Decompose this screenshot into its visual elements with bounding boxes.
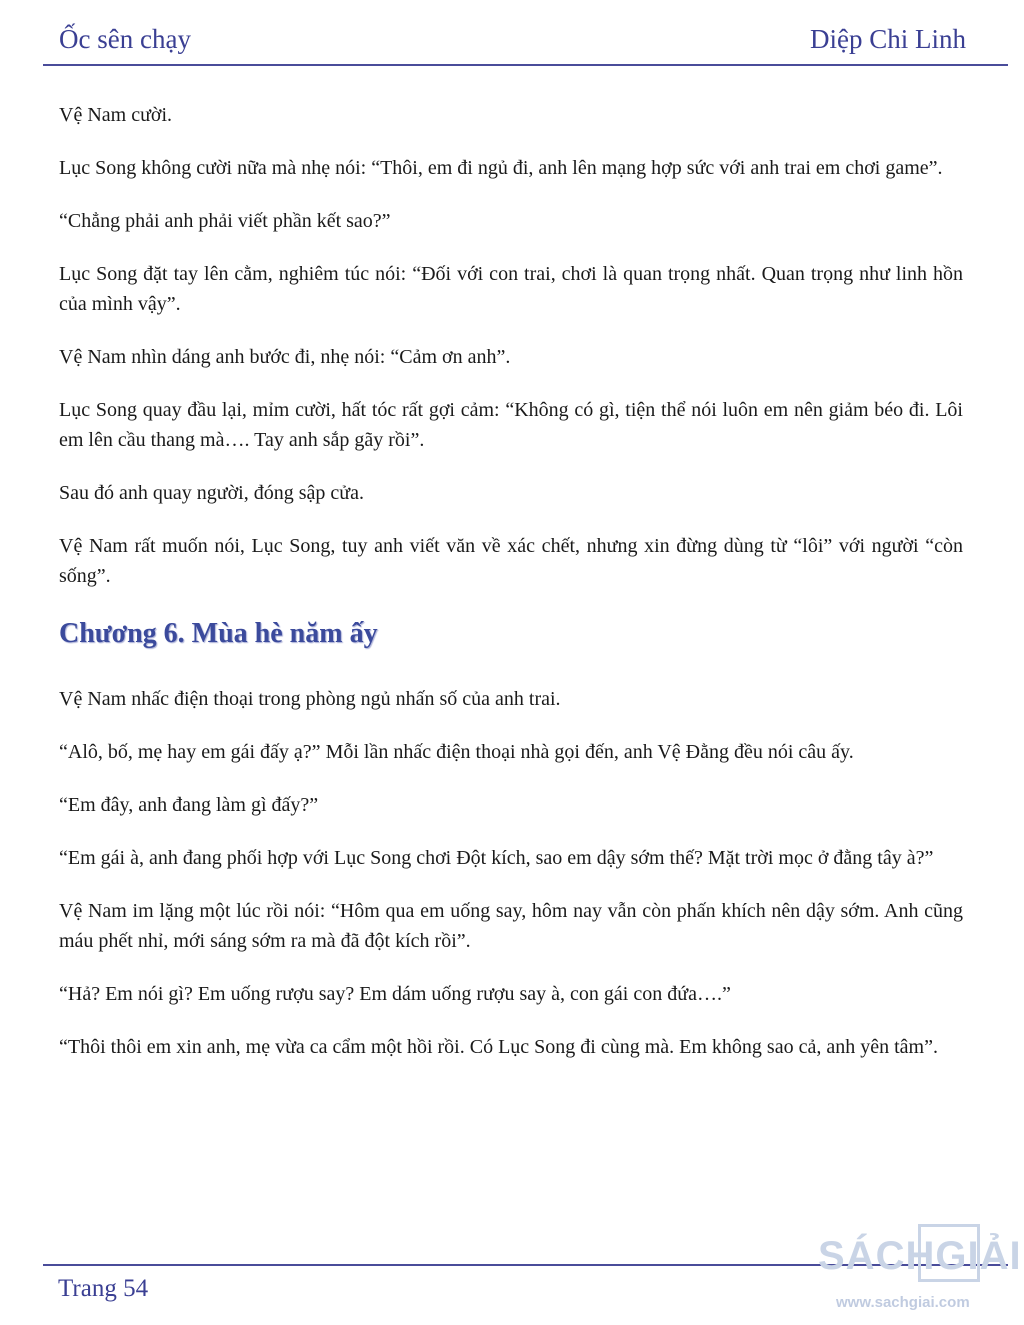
paragraph: “Thôi thôi em xin anh, mẹ vừa ca cẩm một hồi rồi. Có Lục Song đi cùng mà. Em không sao cả, anh yên tâm”. [59,1036,938,1058]
page-header [0,0,1024,70]
page-body [59,100,963,1085]
header-divider [43,64,1008,66]
watermark-logo [818,1222,1024,1322]
paragraph: Vệ Nam rất muốn nói, Lục Song, tuy anh viết văn về xác chết, nhưng xin đừng dùng từ “lôi” với người “còn sống”. [59,535,963,587]
page-number: Trang 54 [58,1275,149,1302]
paragraph: Vệ Nam nhấc điện thoại trong phòng ngủ nhấn số của anh trai. [59,688,561,710]
watermark-url: www.sachgiai.com [836,1294,970,1311]
chapter-heading: Chương 6. Mùa hè năm ấy [59,618,378,649]
paragraph: Sau đó anh quay người, đóng sập cửa. [59,482,364,504]
paragraph: Vệ Nam im lặng một lúc rồi nói: “Hôm qua em uống say, hôm nay vẫn còn phấn khích nên dậy sớm. Anh cũng máu phết nhỉ, mới sáng sớm ra mà đã đột kích rồi”. [59,900,963,952]
paragraph: “Chẳng phải anh phải viết phần kết sao?” [59,210,391,232]
paragraph: Vệ Nam cười. [59,104,173,126]
paragraph: “Em gái à, anh đang phối hợp với Lục Song chơi Đột kích, sao em dậy sớm thế? Mặt trời mọc ở đằng tây à?” [59,847,934,869]
paragraph: “Hả? Em nói gì? Em uống rượu say? Em dám uống rượu say à, con gái con đứa….” [59,983,731,1005]
paragraph: Lục Song quay đầu lại, mỉm cười, hất tóc rất gợi cảm: “Không có gì, tiện thể nói luôn em nên giảm béo đi. Lôi em lên cầu thang mà…. Tay anh sắp gãy rồi”. [59,399,963,451]
paragraph: “Em đây, anh đang làm gì đấy?” [59,794,319,816]
paragraph: Lục Song không cười nữa mà nhẹ nói: “Thôi, em đi ngủ đi, anh lên mạng hợp sức với anh trai em chơi game”. [59,157,943,179]
author-name: Diệp Chi Linh [810,24,966,54]
watermark-brand: SÁCHGIẢI [818,1234,1022,1278]
paragraph: Lục Song đặt tay lên cằm, nghiêm túc nói: “Đối với con trai, chơi là quan trọng nhất. Quan trọng như linh hồn của mình vậy”. [59,263,963,315]
book-title: Ốc sên chạy [59,24,191,54]
paragraph: “Alô, bố, mẹ hay em gái đấy ạ?” Mỗi lần nhấc điện thoại nhà gọi đến, anh Vệ Đằng đều nói câu ấy. [59,741,854,763]
paragraph: Vệ Nam nhìn dáng anh bước đi, nhẹ nói: “Cảm ơn anh”. [59,346,511,368]
